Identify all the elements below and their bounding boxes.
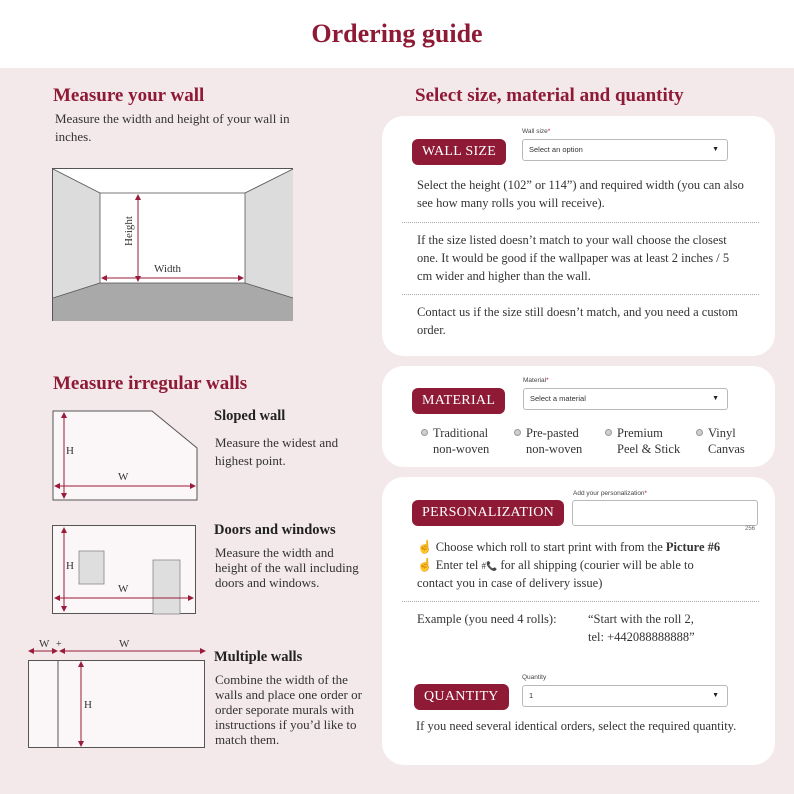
personalization-input[interactable] — [572, 500, 758, 526]
example-label: Example (you need 4 rolls): — [417, 612, 557, 626]
doors-w-label: W — [118, 583, 129, 595]
phone-icon: #📞 — [481, 561, 498, 571]
radio-icon — [514, 429, 521, 436]
multi-h-label: H — [84, 699, 92, 711]
chevron-down-icon: ▼ — [712, 395, 719, 402]
radio-icon — [605, 429, 612, 436]
measure-heading: Measure your wall — [53, 85, 205, 106]
multiple-title: Multiple walls — [214, 649, 303, 665]
chevron-down-icon: ▼ — [712, 692, 719, 699]
wall-size-badge: WALL SIZE — [412, 139, 506, 165]
wall-size-p1: Select the height (102” or 114”) and required width (you can also see how many rolls you will receive). — [417, 178, 744, 210]
personalization-field-label: Add your personalization* — [573, 490, 648, 497]
quantity-select[interactable]: 1 ▼ — [522, 685, 728, 707]
material-option-peel-stick[interactable]: Premium Peel & Stick — [617, 425, 680, 457]
divider — [402, 222, 759, 223]
example-quote-1: “Start with the roll 2, — [588, 612, 694, 626]
wall-size-p3: Contact us if the size still doesn’t match, and you need a custom order. — [417, 305, 738, 337]
quantity-text: If you need several identical orders, select the required quantity. — [416, 719, 737, 733]
wall-size-card — [382, 116, 775, 356]
multi-w2-label: W — [119, 638, 130, 650]
material-field-label: Material* — [523, 377, 549, 384]
personalization-instruction-1: ☝ Choose which roll to start print with from the Picture #6 — [417, 540, 721, 554]
radio-icon — [696, 429, 703, 436]
personalization-instruction-3: contact you in case of delivery issue) — [417, 576, 603, 590]
height-label: Height — [123, 216, 135, 246]
wall-size-p2: If the size listed doesn’t match to your wall choose the closest one. It would be good if the wallpaper was at least 2 inches / 5 cm wider and higher than the wall. — [417, 233, 730, 283]
wall-diagram — [52, 168, 294, 322]
doors-h-label: H — [66, 560, 74, 572]
sloped-w-label: W — [118, 471, 129, 483]
sloped-text: Measure the widest and highest point. — [215, 435, 339, 468]
sloped-h-label: H — [66, 445, 74, 457]
multi-w1-label: W — [39, 638, 50, 650]
material-card — [382, 366, 775, 467]
material-option-prepasted[interactable]: Pre-pasted non-woven — [526, 425, 582, 457]
irregular-heading: Measure irregular walls — [53, 373, 248, 394]
personalization-badge: PERSONALIZATION — [412, 500, 564, 526]
page-title: Ordering guide — [0, 0, 794, 68]
example-quote-2: tel: +442088888888” — [588, 630, 695, 644]
material-option-vinyl-canvas[interactable]: Vinyl Canvas — [708, 425, 745, 457]
multiple-text: Combine the width of the walls and place one order or order seporate murals with instructions if you’d like to match them. — [215, 672, 362, 747]
material-option-traditional[interactable]: Traditional non-woven — [433, 425, 489, 457]
divider — [402, 294, 759, 295]
doors-text: Measure the width and height of the wall including doors and windows. — [215, 545, 359, 590]
sloped-wall-diagram — [52, 410, 200, 502]
content-panel — [0, 68, 794, 794]
pointing-hand-icon: ☝ — [417, 540, 433, 554]
char-counter: 256 — [745, 526, 756, 532]
wall-size-field-label: Wall size* — [522, 128, 551, 135]
material-badge: MATERIAL — [412, 388, 505, 414]
width-label: Width — [154, 263, 182, 275]
pointing-hand-icon: ☝ — [417, 558, 433, 572]
personalization-instruction-2: ☝ Enter tel #📞 for all shipping (courier will be able to — [417, 558, 694, 572]
quantity-badge: QUANTITY — [414, 684, 509, 710]
quantity-field-label: Quantity — [522, 674, 547, 681]
measure-text: Measure the width and height of your wall in inches. — [55, 111, 290, 144]
multiple-walls-diagram — [26, 638, 208, 752]
material-select[interactable]: Select a material ▼ — [523, 388, 728, 410]
select-heading: Select size, material and quantity — [415, 85, 684, 106]
multi-plus-label: + — [56, 639, 62, 650]
sloped-title: Sloped wall — [214, 408, 286, 424]
divider — [402, 601, 759, 602]
radio-icon — [421, 429, 428, 436]
doors-wall-diagram — [52, 525, 197, 615]
chevron-down-icon: ▼ — [712, 146, 719, 153]
wall-size-select[interactable]: Select an option ▼ — [522, 139, 728, 161]
quantity-card — [382, 665, 775, 765]
doors-title: Doors and windows — [214, 522, 336, 538]
